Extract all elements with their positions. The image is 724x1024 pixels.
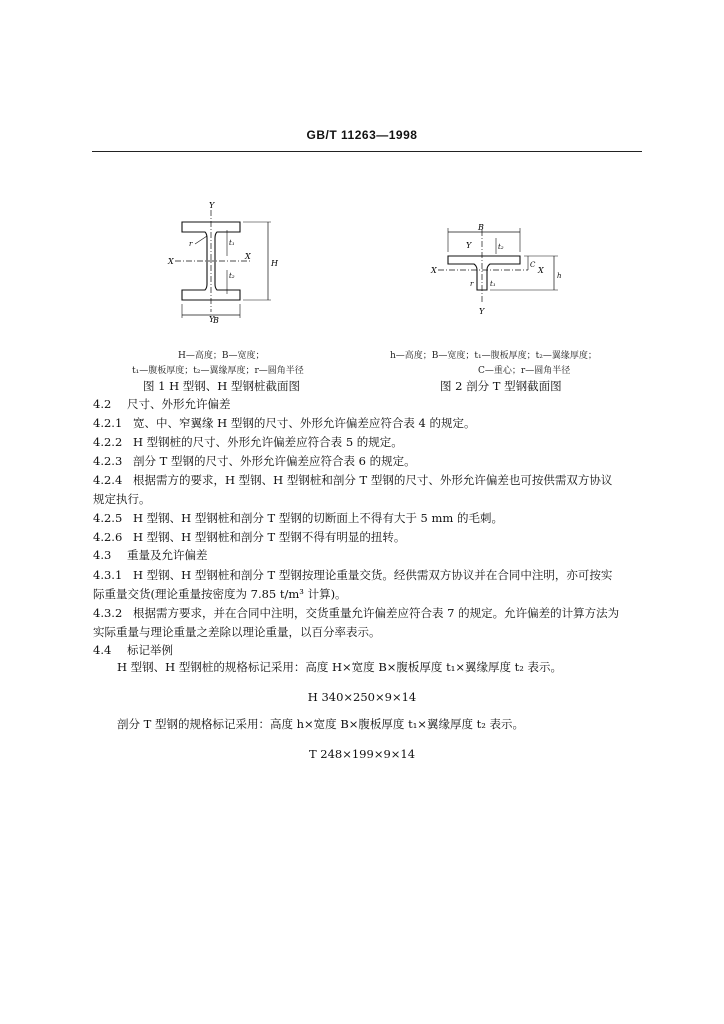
fig1-dim-width: B	[213, 316, 219, 325]
h-marking-intro: H 型钢、H 型钢桩的规格标记采用：高度 H×宽度 B×腹板厚度 t₁×翼缘厚度 t₂ 表示。	[117, 660, 562, 674]
fig2-centroid-c: C	[530, 261, 536, 269]
fig1-legend-line1: H—高度；B—宽度；	[178, 351, 265, 361]
clause-4-3-2: 4.3.2 根据需方要求，并在合同中注明，交货重量允许偏差应符合表 7 的规定。允许偏差的计算方法为	[93, 606, 620, 620]
h-marking-example: H 340×250×9×14	[307, 690, 417, 704]
figure-1-h-section-diagram	[165, 200, 290, 325]
fig2-legend-line2: C—重心；r—圆角半径	[478, 366, 571, 376]
section-4-4: 4.4 标记举例	[93, 643, 173, 657]
fig1-dim-t1: t₁	[229, 239, 235, 247]
fig2-dim-height: h	[557, 272, 562, 280]
fig2-radius-r: r	[470, 280, 474, 288]
clause-4-2-5: 4.2.5 H 型钢、H 型钢桩和剖分 T 型钢的切断面上不得有大于 5 mm 的毛刺。	[93, 511, 503, 525]
fig2-dim-t1: t₁	[490, 280, 496, 288]
fig2-dim-t2: t₂	[498, 243, 504, 251]
fig2-axis-y-top: Y	[466, 241, 472, 250]
fig1-caption: 图 1 H 型钢、H 型钢桩截面图	[143, 379, 300, 393]
header-rule	[92, 151, 642, 152]
fig1-dim-height: H	[271, 259, 278, 268]
fig1-radius-r: r	[189, 240, 193, 248]
clause-4-2-1: 4.2.1 宽、中、窄翼缘 H 型钢的尺寸、外形允许偏差应符合表 4 的规定。	[93, 416, 476, 430]
clause-4-3-1: 4.3.1 H 型钢、H 型钢桩和剖分 T 型钢按理论重量交货。经供需双方协议并在合同中注明，亦可按实	[93, 568, 613, 582]
section-4-3: 4.3 重量及允许偏差	[93, 548, 208, 562]
clause-4-2-3: 4.2.3 剖分 T 型钢的尺寸、外形允许偏差应符合表 6 的规定。	[93, 454, 416, 468]
clause-4-2-4-cont: 规定执行。	[93, 492, 151, 506]
clause-4-2-4: 4.2.4 根据需方的要求，H 型钢、H 型钢桩和剖分 T 型钢的尺寸、外形允许偏差也可按供需双方协议	[93, 473, 613, 487]
section-4-2: 4.2 尺寸、外形允许偏差	[93, 397, 231, 411]
clause-4-2-2: 4.2.2 H 型钢桩的尺寸、外形允许偏差应符合表 5 的规定。	[93, 435, 403, 449]
fig2-caption: 图 2 剖分 T 型钢截面图	[440, 379, 562, 393]
fig2-dim-width: B	[478, 223, 484, 232]
fig1-axis-y-top: Y	[209, 201, 215, 210]
fig1-axis-y-bottom: Y	[209, 315, 215, 324]
clause-4-3-1-cont: 际重量交货(理论重量按密度为 7.85 t/m³ 计算)。	[93, 587, 347, 601]
clause-4-2-6: 4.2.6 H 型钢、H 型钢桩和剖分 T 型钢不得有明显的扭转。	[93, 530, 406, 544]
fig2-axis-y-bottom: Y	[479, 307, 485, 316]
figure-2-t-section-diagram	[430, 222, 565, 317]
t-section-outline	[448, 256, 520, 290]
clause-4-3-2-cont: 实际重量与理论重量之差除以理论重量，以百分率表示。	[93, 625, 381, 639]
fig2-axis-x-right: X	[538, 266, 544, 275]
fig1-dim-t2: t₂	[229, 272, 235, 280]
fig2-legend-line1: h—高度；B—宽度；t₁—腹板厚度；t₂—翼缘厚度；	[390, 351, 597, 361]
t-marking-intro: 剖分 T 型钢的规格标记采用：高度 h×宽度 B×腹板厚度 t₁×翼缘厚度 t₂ 表示。	[117, 717, 524, 731]
fig1-legend-line2: t₁—腹板厚度；t₂—翼缘厚度；r—圆角半径	[132, 366, 304, 376]
fig2-axis-x-left: X	[431, 266, 437, 275]
t-marking-example: T 248×199×9×14	[308, 747, 416, 761]
fig1-axis-x-left: X	[168, 257, 174, 266]
fig1-axis-x-right: X	[245, 252, 251, 261]
page-header-title: GB/T 11263—1998	[306, 128, 418, 142]
